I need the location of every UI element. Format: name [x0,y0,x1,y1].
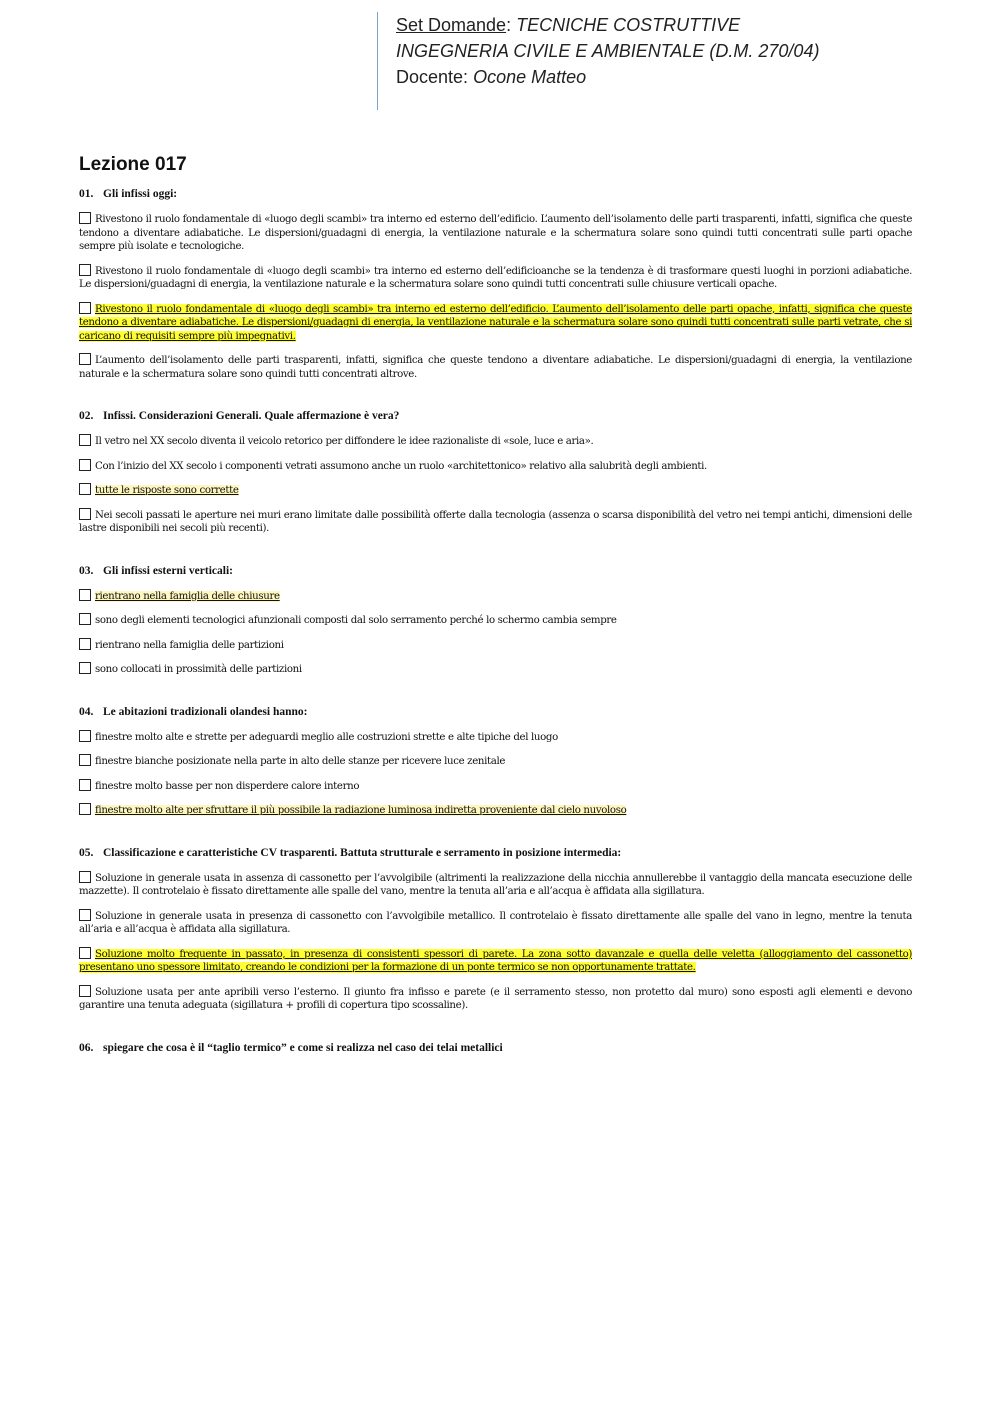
question-number: 05. [79,846,94,859]
answer-text: Rivestono il ruolo fondamentale di «luogo degli scambi» tra interno ed esterno dell’edificioanche se la tendenza è di trasformare questi luoghi in porzioni adiabatiche. Le dispersioni/guadagni di energia, la ventilazione naturale e la schermatura solare sono quindi tutti concentrati sulle chiusure verticali opache. [79,265,912,290]
answer-option [79,947,912,975]
checkbox[interactable] [79,302,91,314]
answer-text: tutte le risposte sono corrette [95,485,239,496]
answer-text: finestre molto alte per sfruttare il più possibile la radiazione luminosa indiretta proveniente dal cielo nuvoloso [95,805,627,816]
question-number: 06. [79,1041,94,1054]
checkbox[interactable] [79,483,91,495]
question-number: 03. [79,564,94,577]
checkbox[interactable] [79,779,91,791]
answer-option [79,662,912,677]
lesson-title: Lezione 017 [79,154,187,175]
question-6 [79,1041,912,1056]
answer-option [79,779,912,794]
document-header [377,12,819,110]
checkbox[interactable] [79,613,91,625]
checkbox[interactable] [79,754,91,766]
course-title: TECNICHE COSTRUTTIVE [516,15,741,35]
header-set-line: Set Domande: TECNICHE COSTRUTTIVE [396,15,741,35]
question-text: Infissi. Considerazioni Generali. Quale affermazione è vera? [103,410,400,422]
answer-text: Con l’inizio del XX secolo i componenti vetrati assumono anche un ruolo «architettonico» relativo alla salubrità degli ambienti. [95,460,707,472]
question-3 [79,564,912,677]
answer-text: Rivestono il ruolo fondamentale di «luogo degli scambi» tra interno ed esterno dell’edificio. L’aumento dell’isolamento delle parti opache, infatti, significa che queste tendono a diventare adiabatiche. Le dispersioni/guadagni di energia, la ventilazione naturale e la schermatura solare sono quindi tutti concentrati sulle parti vetrate, che si caricano di requisiti sempre più impegnativi. [79,303,912,342]
answer-option [79,264,912,292]
answer-text: Nei secoli passati le aperture nei muri erano limitate dalle possibilità offerte dalla tecnologia (assenza o scarsa disponibilità del vetro nei tempi antichi, dimensioni delle lastre disponibili nei secoli più recenti). [79,509,912,534]
answer-text: finestre molto alte e strette per adeguardi meglio alle costruzioni strette e alte tipiche del luogo [95,731,558,743]
question-5 [79,846,912,1013]
teacher-name: Ocone Matteo [473,67,587,87]
answer-text: L’aumento dell’isolamento delle parti trasparenti, infatti, significa che queste tendono a diventare adiabatiche. Le dispersioni/guadagni di energia, la ventilazione naturale e la schermatura solare sono quindi tutti concentrati altrove. [79,355,912,380]
checkbox[interactable] [79,947,91,959]
answer-text: rientrano nella famiglia delle chiusure [95,590,280,602]
checkbox[interactable] [79,909,91,921]
question-number: 04. [79,705,94,718]
question-heading [79,846,912,861]
answer-option [79,459,912,474]
answer-text: finestre bianche posizionate nella parte in alto delle stanze per ricevere luce zenitale [95,756,506,767]
checkbox[interactable] [79,871,91,883]
answer-option [79,353,912,381]
set-label: Set Domande [396,15,507,35]
answer-option [79,638,912,653]
header-degree-line [396,38,819,64]
questions-list [79,187,912,1084]
checkbox[interactable] [79,803,91,815]
answer-option [79,730,912,745]
question-4 [79,705,912,818]
answer-text: Rivestono il ruolo fondamentale di «luogo degli scambi» tra interno ed esterno dell’edificio. L’aumento dell’isolamento delle parti trasparenti, infatti, significa che queste tendono a diventare adiabatiche. Le dispersioni/guadagni di energia, la ventilazione naturale e la schermatura solare sono quindi tutti concentrati sulle parti opache sempre più isolate e tecnologiche. [79,214,912,252]
checkbox[interactable] [79,459,91,471]
question-text: Le abitazioni tradizionali olandesi hanno: [103,705,308,718]
teacher-label: Docente: [396,67,469,87]
question-number: 01. [79,188,94,200]
answer-text: finestre molto basse per non disperdere calore interno [95,780,360,792]
answer-option [79,302,912,344]
answer-option [79,985,912,1013]
answer-text: sono degli elementi tecnologici afunzionali composti dal solo serramento perché lo schermo cambia sempre [95,615,617,626]
question-number: 02. [79,410,94,422]
checkbox[interactable] [79,985,91,997]
header-teacher-line [396,64,819,90]
answer-option [79,508,912,536]
answer-text: Soluzione in generale usata in assenza di cassonetto per l’avvolgibile (altrimenti la realizzazione della nicchia annullerebbe il vantaggio della mancata esecuzione delle mazzette). Il controtelaio è fissato direttamente alle spalle del vano, mentre la tenuta all’aria e all’acqua è affidata alla sigillatura. [79,872,912,897]
answer-option [79,589,912,604]
checkbox[interactable] [79,508,91,520]
degree-title: INGEGNERIA CIVILE E AMBIENTALE (D.M. 270/04) [396,41,820,61]
question-text: Classificazione e caratteristiche CV trasparenti. Battuta strutturale e serramento in posizione intermedia: [103,846,622,859]
question-text: spiegare che cosa è il “taglio termico” e come si realizza nel caso dei telai metallici [103,1041,503,1054]
checkbox[interactable] [79,353,91,365]
answer-option [79,909,912,937]
answer-text: rientrano nella famiglia delle partizioni [95,639,284,651]
answer-option [79,754,912,769]
question-2 [79,409,912,536]
question-1 [79,187,912,381]
question-heading [79,564,912,579]
question-text: Gli infissi esterni verticali: [103,564,233,577]
answer-option [79,212,912,254]
answer-option [79,613,912,628]
question-heading [79,1041,912,1056]
answer-text: Soluzione in generale usata in presenza di cassonetto con l’avvolgibile metallico. Il controtelaio è fissato direttamente alle spalle del vano in legno, mentre la tenuta all’aria e all’acqua è affidata alla sigillatura. [79,910,912,935]
checkbox[interactable] [79,638,91,650]
answer-text: Soluzione molto frequente in passato, in presenza di consistenti spessori di parete. La zona sotto davanzale e quella delle veletta (alloggiamento del cassonetto) presentano uno spessore limitato, creando le condizioni per la formazione di un ponte termico se non opportunamente trattate. [79,948,912,973]
answer-text: Il vetro nel XX secolo diventa il veicolo retorico per diffondere le idee razionaliste di «sole, luce e aria». [95,436,594,447]
answer-option [79,483,912,498]
checkbox[interactable] [79,589,91,601]
checkbox[interactable] [79,434,91,446]
checkbox[interactable] [79,730,91,742]
answer-option [79,434,912,449]
answer-text: Soluzione usata per ante apribili verso l’esterno. Il giunto fra infisso e parete (e il serramento stesso, non protetto dal muro) sono esposti agli elementi e devono garantire una tenuta adeguata (sigillatura + profili di copertura tipo scossaline). [79,986,912,1011]
question-heading [79,187,912,202]
answer-option [79,803,912,818]
checkbox[interactable] [79,212,91,224]
answer-text: sono collocati in prossimità delle partizioni [95,664,302,675]
answer-option [79,871,912,899]
question-heading [79,705,912,720]
checkbox[interactable] [79,264,91,276]
question-heading [79,409,912,424]
checkbox[interactable] [79,662,91,674]
question-text: Gli infissi oggi: [103,188,178,200]
